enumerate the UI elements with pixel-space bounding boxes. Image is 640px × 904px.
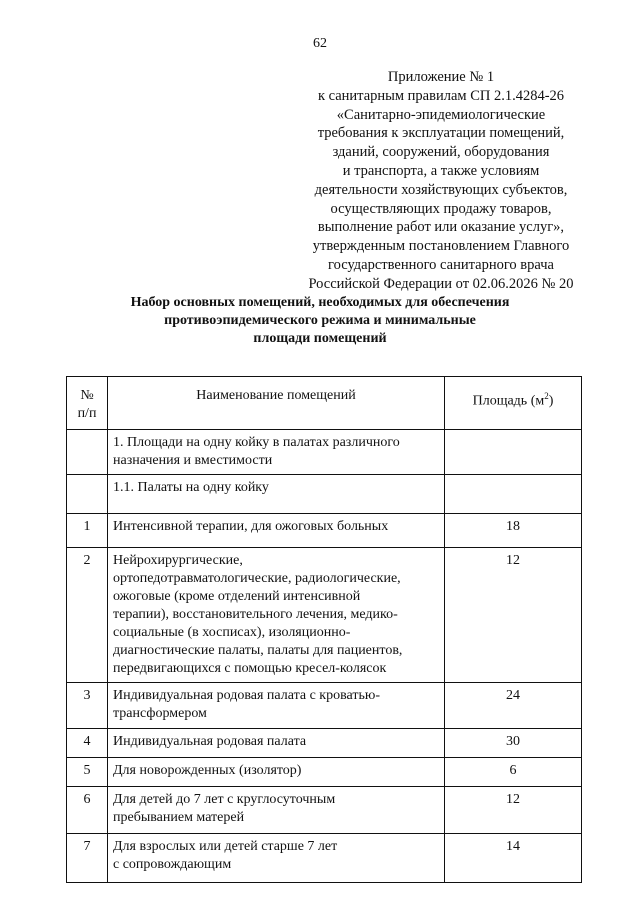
- table-row: [67, 683, 582, 729]
- appendix-line: осуществляющих продажу товаров,: [330, 200, 552, 217]
- table-row: [67, 514, 582, 548]
- name-line: терапии), восстановительного лечения, медико-: [113, 607, 398, 622]
- table-row: [67, 758, 582, 787]
- document-title: [90, 294, 550, 348]
- appendix-line: утвержденным постановлением Главного: [312, 238, 570, 255]
- table-header-row: [67, 377, 582, 430]
- table-cell-num: 5: [67, 758, 108, 787]
- appendix-line: выполнение работ или оказание услуг»,: [317, 219, 565, 236]
- name-line: Для детей до 7 лет с круглосуточным: [113, 792, 336, 807]
- title-line: Набор основных помещений, необходимых для обеспечения: [130, 295, 510, 310]
- table-cell-area: [445, 475, 582, 514]
- name-line: пребыванием матерей: [113, 810, 245, 825]
- header-area-prefix: Площадь (м: [472, 393, 545, 409]
- title-line: противоэпидемического режима и минимальные: [164, 313, 476, 328]
- title-line: площади помещений: [253, 331, 387, 346]
- appendix-line: и транспорта, а также условиям: [342, 162, 540, 179]
- header-area-suffix: ): [548, 393, 554, 409]
- table-cell-num: [67, 430, 108, 475]
- header-num-line1: №: [80, 388, 94, 403]
- table-cell-area: 6: [445, 758, 582, 787]
- table-cell-area: 30: [445, 729, 582, 758]
- subsection-row: [67, 475, 582, 514]
- table-cell-area: 14: [445, 834, 582, 883]
- table-cell-area: 18: [445, 514, 582, 548]
- appendix-line: государственного санитарного врача: [328, 256, 554, 273]
- table-cell-num: [67, 475, 108, 514]
- name-line: Интенсивной терапии, для ожоговых больных: [113, 519, 389, 534]
- header-num-line2: п/п: [77, 406, 97, 421]
- table-row: [67, 729, 582, 758]
- table-cell-area: [445, 430, 582, 475]
- table-row: [67, 548, 582, 683]
- table-cell-name: [108, 729, 445, 758]
- table-cell-num: 4: [67, 729, 108, 758]
- name-line: социальные (в хосписах), изоляционно-: [113, 625, 351, 640]
- table-row: [67, 834, 582, 883]
- appendix-line: зданий, сооружений, оборудования: [332, 144, 550, 161]
- appendix-line: Приложение № 1: [387, 69, 495, 85]
- table-cell-name: [108, 548, 445, 683]
- table-cell-name: [108, 758, 445, 787]
- section-title: [108, 430, 445, 475]
- rooms-table: [66, 376, 582, 883]
- table-cell-area: 12: [445, 787, 582, 834]
- table-cell-name: [108, 834, 445, 883]
- table-cell-num: 6: [67, 787, 108, 834]
- table-cell-num: 2: [67, 548, 108, 683]
- table-row: [67, 787, 582, 834]
- name-line: Индивидуальная родовая палата с кроватью-: [113, 688, 380, 703]
- name-line: Для новорожденных (изолятор): [113, 763, 302, 778]
- name-line: Для взрослых или детей старше 7 лет: [113, 839, 338, 854]
- name-line: диагностические палаты, палаты для пациентов,: [113, 643, 403, 658]
- header-num: [67, 377, 108, 430]
- table-cell-num: 1: [67, 514, 108, 548]
- name-line: трансформером: [113, 706, 207, 721]
- appendix-line: Российской Федерации от 02.06.2026 № 20: [308, 275, 574, 292]
- appendix-block: [296, 68, 586, 294]
- table-cell-name: [108, 787, 445, 834]
- appendix-line: «Санитарно-эпидемиологические: [336, 106, 546, 123]
- table-cell-num: 3: [67, 683, 108, 729]
- header-area-sup: 2: [544, 391, 549, 401]
- appendix-line: деятельности хозяйствующих субъектов,: [314, 181, 568, 198]
- table-cell-num: 7: [67, 834, 108, 883]
- header-name: Наименование помещений: [108, 377, 445, 430]
- header-area: [445, 377, 582, 430]
- section-title-line1: 1. Площади на одну койку в палатах различного: [113, 435, 400, 450]
- name-line: с сопровождающим: [113, 857, 232, 872]
- name-line: ожоговые (кроме отделений интенсивной: [113, 589, 361, 604]
- name-line: Индивидуальная родовая палата: [113, 734, 307, 749]
- table-cell-name: [108, 514, 445, 548]
- table-cell-area: 24: [445, 683, 582, 729]
- table-cell-area: 12: [445, 548, 582, 683]
- appendix-line: к санитарным правилам СП 2.1.4284-26: [317, 87, 565, 104]
- appendix-line: требования к эксплуатации помещений,: [317, 125, 565, 142]
- section-row: [67, 430, 582, 475]
- name-line: Нейрохирургические,: [113, 553, 243, 568]
- name-line: ортопедотравматологические, радиологические,: [113, 571, 401, 586]
- section-title-line2: назначения и вместимости: [113, 453, 273, 468]
- table-cell-name: [108, 683, 445, 729]
- subsection-title: 1.1. Палаты на одну койку: [108, 475, 445, 514]
- name-line: передвигающихся с помощью кресел-колясок: [113, 661, 387, 676]
- page-number: 62: [313, 36, 327, 51]
